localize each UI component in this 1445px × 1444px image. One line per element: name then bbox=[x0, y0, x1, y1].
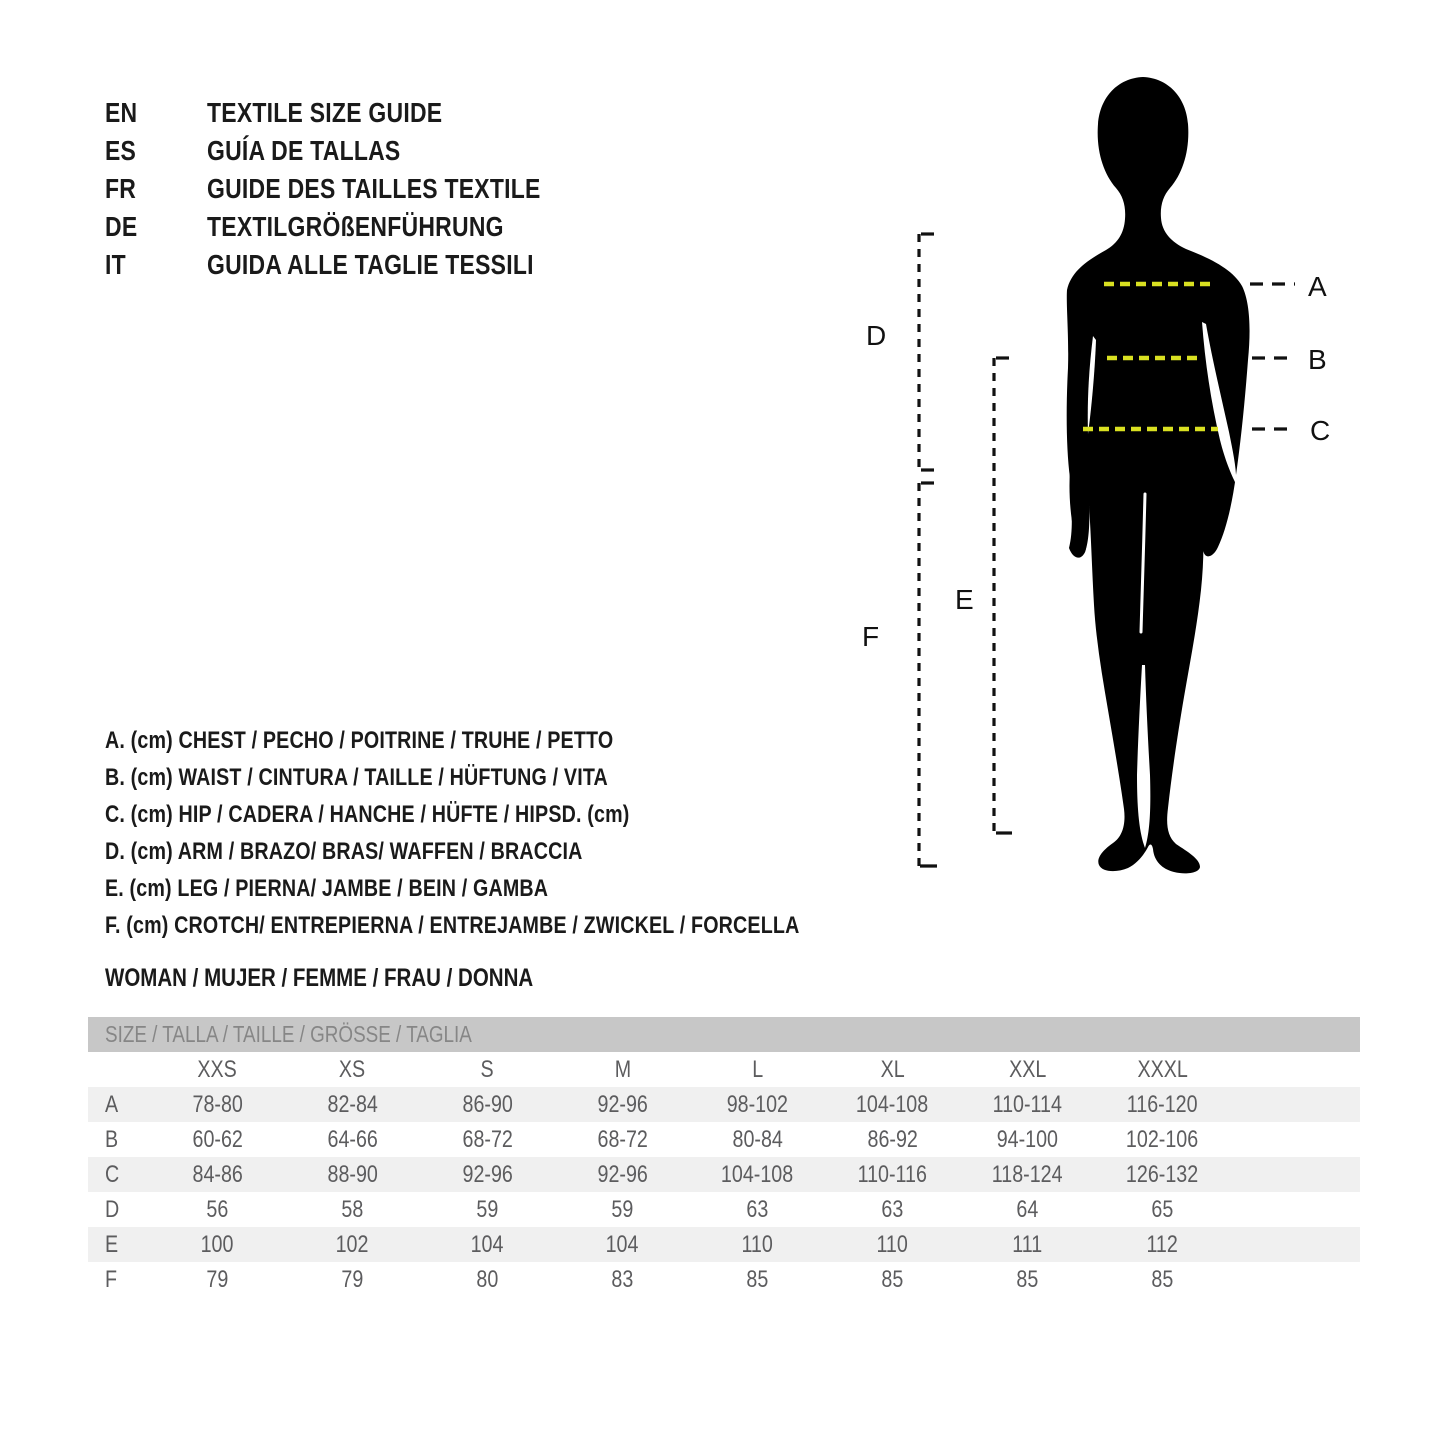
legend-crotch: F. (cm) CROTCH/ ENTREPIERNA / ENTREJAMBE / ZWICKEL / FORCELLA bbox=[105, 912, 800, 939]
lang-row-fr bbox=[105, 170, 614, 208]
table-row-a bbox=[88, 1087, 1360, 1122]
table-cell: 104 bbox=[471, 1231, 504, 1258]
table-cell: 110 bbox=[876, 1231, 909, 1258]
lang-title: GUIDA ALLE TAGLIE TESSILI bbox=[207, 249, 534, 280]
table-cell: 110-116 bbox=[857, 1161, 928, 1188]
table-row-e bbox=[88, 1227, 1360, 1262]
table-cell: 110-114 bbox=[992, 1091, 1063, 1118]
measurement-legend bbox=[105, 722, 952, 944]
row-label: F bbox=[105, 1266, 118, 1293]
table-cell: 92-96 bbox=[597, 1091, 648, 1118]
legend-chest: A. (cm) CHEST / PECHO / POITRINE / TRUHE / PETTO bbox=[105, 727, 614, 754]
size-col-xxl: XXL bbox=[1008, 1056, 1047, 1083]
table-cell: 104-108 bbox=[721, 1161, 794, 1188]
table-cell: 85 bbox=[1151, 1266, 1174, 1293]
table-cell: 78-80 bbox=[192, 1091, 243, 1118]
size-col-l: L bbox=[752, 1056, 763, 1083]
table-cell: 63 bbox=[746, 1196, 769, 1223]
size-col-xxs: XXS bbox=[197, 1056, 238, 1083]
table-cell: 85 bbox=[881, 1266, 904, 1293]
table-cell: 80 bbox=[476, 1266, 499, 1293]
size-col-m: M bbox=[614, 1056, 631, 1083]
legend-arm: D. (cm) ARM / BRAZO/ BRAS/ WAFFEN / BRACCIA bbox=[105, 838, 583, 865]
table-cell: 126-132 bbox=[1126, 1161, 1199, 1188]
woman-silhouette bbox=[1067, 77, 1250, 873]
figure-label-chest: A bbox=[1308, 271, 1327, 302]
table-cell: 79 bbox=[206, 1266, 229, 1293]
row-label: C bbox=[105, 1161, 120, 1188]
table-cell: 104 bbox=[606, 1231, 639, 1258]
lang-row-es bbox=[105, 132, 614, 170]
lang-code: ES bbox=[105, 135, 137, 166]
table-cell: 86-92 bbox=[867, 1126, 918, 1153]
size-table bbox=[88, 1017, 1360, 1297]
lang-row-de bbox=[105, 208, 614, 246]
table-cell: 111 bbox=[1012, 1231, 1043, 1258]
table-row-b bbox=[88, 1122, 1360, 1157]
table-cell: 84-86 bbox=[192, 1161, 243, 1188]
table-cell: 100 bbox=[201, 1231, 234, 1258]
row-label: D bbox=[105, 1196, 120, 1223]
table-row-f bbox=[88, 1262, 1360, 1297]
lang-title: TEXTILE SIZE GUIDE bbox=[207, 97, 443, 128]
table-cell: 80-84 bbox=[732, 1126, 783, 1153]
table-cell: 118-124 bbox=[992, 1161, 1063, 1188]
size-table-header-band bbox=[88, 1017, 1360, 1052]
figure-label-waist: B bbox=[1308, 344, 1327, 375]
size-col-s: S bbox=[480, 1056, 495, 1083]
table-cell: 82-84 bbox=[327, 1091, 378, 1118]
table-cell: 63 bbox=[881, 1196, 904, 1223]
table-cell: 65 bbox=[1151, 1196, 1174, 1223]
table-cell: 79 bbox=[341, 1266, 364, 1293]
table-cell: 116-120 bbox=[1127, 1091, 1198, 1118]
table-row-c bbox=[88, 1157, 1360, 1192]
row-label: A bbox=[105, 1091, 119, 1118]
table-cell: 59 bbox=[476, 1196, 499, 1223]
table-cell: 92-96 bbox=[597, 1161, 648, 1188]
table-cell: 112 bbox=[1146, 1231, 1179, 1258]
lang-title: TEXTILGRÖßENFÜHRUNG bbox=[207, 211, 504, 242]
table-cell: 68-72 bbox=[597, 1126, 648, 1153]
row-label: E bbox=[105, 1231, 119, 1258]
table-cell: 94-100 bbox=[996, 1126, 1059, 1153]
gender-heading-text: WOMAN / MUJER / FEMME / FRAU / DONNA bbox=[105, 964, 534, 992]
table-cell: 83 bbox=[611, 1266, 634, 1293]
table-cell: 68-72 bbox=[462, 1126, 513, 1153]
lang-code: DE bbox=[105, 211, 138, 242]
table-cell: 104-108 bbox=[856, 1091, 929, 1118]
table-cell: 64 bbox=[1016, 1196, 1039, 1223]
language-title-block bbox=[105, 94, 614, 284]
table-cell: 85 bbox=[1016, 1266, 1039, 1293]
table-cell: 56 bbox=[206, 1196, 229, 1223]
table-cell: 85 bbox=[746, 1266, 769, 1293]
size-table-header-text: SIZE / TALLA / TAILLE / GRÖSSE / TAGLIA bbox=[105, 1021, 472, 1047]
table-cell: 102-106 bbox=[1126, 1126, 1199, 1153]
figure-label-leg: E bbox=[955, 584, 974, 615]
lang-title: GUIDE DES TAILLES TEXTILE bbox=[207, 173, 541, 204]
table-cell: 92-96 bbox=[462, 1161, 513, 1188]
table-cell: 64-66 bbox=[327, 1126, 378, 1153]
lang-row-it bbox=[105, 246, 614, 284]
size-col-xxxl: XXXL bbox=[1137, 1056, 1188, 1083]
table-cell: 59 bbox=[611, 1196, 634, 1223]
table-cell: 110 bbox=[741, 1231, 774, 1258]
figure-label-hip: C bbox=[1310, 415, 1331, 446]
table-cell: 102 bbox=[336, 1231, 369, 1258]
lang-title: GUÍA DE TALLAS bbox=[207, 135, 401, 166]
size-col-xs: XS bbox=[339, 1056, 366, 1083]
table-cell: 88-90 bbox=[327, 1161, 378, 1188]
figure-label-crotch: F bbox=[862, 621, 880, 652]
figure-label-arm: D bbox=[866, 320, 887, 351]
legend-waist: B. (cm) WAIST / CINTURA / TAILLE / HÜFTUNG / VITA bbox=[105, 764, 608, 791]
legend-leg: E. (cm) LEG / PIERNA/ JAMBE / BEIN / GAMBA bbox=[105, 875, 549, 902]
legend-hip: C. (cm) HIP / CADERA / HANCHE / HÜFTE / HIPSD. (cm) bbox=[105, 801, 630, 828]
table-cell: 86-90 bbox=[462, 1091, 513, 1118]
sizes-row-spacer bbox=[88, 1052, 150, 1087]
lang-code: IT bbox=[105, 249, 126, 280]
lang-row-en bbox=[105, 94, 614, 132]
table-row-d bbox=[88, 1192, 1360, 1227]
table-cell: 60-62 bbox=[192, 1126, 243, 1153]
table-cell: 98-102 bbox=[726, 1091, 789, 1118]
lang-code: EN bbox=[105, 97, 138, 128]
size-table-sizes-row bbox=[88, 1052, 1360, 1087]
lang-code: FR bbox=[105, 173, 137, 204]
row-label: B bbox=[105, 1126, 119, 1153]
gender-heading bbox=[105, 964, 627, 993]
table-cell: 58 bbox=[341, 1196, 364, 1223]
size-col-xl: XL bbox=[880, 1056, 905, 1083]
